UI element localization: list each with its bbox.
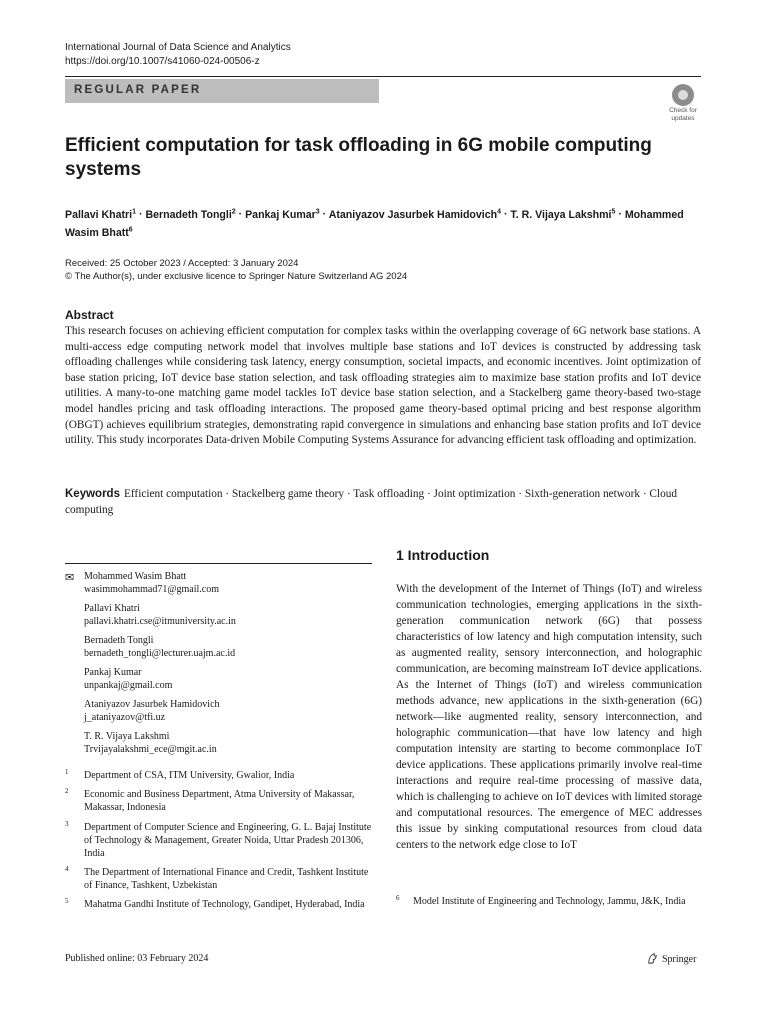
springer-horse-icon <box>646 952 659 965</box>
contact-name: Pankaj Kumar <box>84 667 142 678</box>
contact-entry <box>84 602 236 628</box>
affiliation-number: 2 <box>65 787 69 795</box>
author[interactable]: Ataniyazov Jasurbek Hamidovich$^4$ <box>328 208 501 221</box>
affiliation-number: 1 <box>65 768 69 776</box>
keywords-text: Efficient computation · Stackelberg game theory · Task offloading · Joint optimization · Sixth-generation network · Cloud computing <box>65 488 678 516</box>
author-list: Pallavi Khatri$^1$ · Bernadeth Tongli$^2$ · Pankaj Kumar$^3$ · Ataniyazov Jasurbek Hamidovich$^4$ · T. R. Vijaya Lakshmi$^5$ · Mohammed Wasim Bhatt$^6$ <box>65 208 684 240</box>
contact-email[interactable]: j_ataniyazov@tfi.uz <box>84 712 166 723</box>
author[interactable]: Mohammed Wasim Bhatt$^6$ <box>65 208 684 240</box>
contact-entry <box>84 730 217 756</box>
doi-link[interactable]: https://doi.org/10.1007/s41060-024-00506-z <box>65 56 260 67</box>
journal-name: International Journal of Data Science and Analytics <box>65 42 291 53</box>
keywords-block <box>65 486 705 518</box>
crossmark-label: Check for updates <box>669 107 697 122</box>
published-date: Published online: 03 February 2024 <box>65 953 209 964</box>
contact-name: Bernadeth Tongli <box>84 635 154 646</box>
contact-email[interactable]: unpankaj@gmail.com <box>84 680 173 691</box>
contact-name: Ataniyazov Jasurbek Hamidovich <box>84 699 220 710</box>
contact-email[interactable]: bernadeth_tongli@lecturer.uajm.ac.id <box>84 648 236 659</box>
affiliation-text: Department of CSA, ITM University, Gwalior, India <box>84 770 295 781</box>
affiliation-text: The Department of International Finance and Credit, Tashkent Institute of Finance, Tashkent, Uzbekistan <box>84 867 369 891</box>
header-rule <box>65 76 701 77</box>
abstract-text: This research focuses on achieving efficient computation for complex tasks within the overlapping coverage of 6G network base stations. A multi-access edge computing network model that involves multiple base stations and IoT devices is constructed by addressing task offloading challenges while considering task latency, energy consumption, societal impacts, and economic incentives. Joint optimization of base station pricing, IoT device base station selection, and task offloading strategies aim to maximize base station profits and IoT device utilities. A many-to-one matching game model tackles IoT device base station selection, and a Stackelberg game theory-based two-stage model handles pricing and task offloading interactions. The proposed game theory-based optimal pricing and best response algorithm (OBGT) achieves equilibrium strategies, demonstrating rapid convergence in simulations and enhancing base station profits and IoT device utility. This study incorporates Data-driven Mobile Computing Systems Assurance for advancing efficient task offloading and optimization. <box>65 325 701 447</box>
affiliation-text: Department of Computer Science and Engineering, G. L. Bajaj Institute of Technology & Management, Greater Noida, Uttar Pradesh 201306, India <box>84 822 372 859</box>
author[interactable]: Pankaj Kumar$^3$ <box>245 208 320 221</box>
contact-email[interactable]: wasimmohammad71@gmail.com <box>84 584 220 595</box>
affiliation-text: Mahatma Gandhi Institute of Technology, Gandipet, Hyderabad, India <box>84 899 365 910</box>
affiliation-number: 3 <box>65 820 69 828</box>
keywords-label: Keywords <box>65 488 120 500</box>
author[interactable]: T. R. Vijaya Lakshmi$^5$ <box>510 208 616 221</box>
section-heading: 1 Introduction <box>396 547 490 563</box>
contact-name: Mohammed Wasim Bhatt <box>84 571 187 582</box>
affiliation-number: 5 <box>65 897 69 905</box>
author[interactable]: Pallavi Khatri$^1$ <box>65 208 137 221</box>
crossmark-badge[interactable] <box>664 84 702 124</box>
crossmark-icon <box>672 84 694 106</box>
article-title: Efficient computation for task offloading in 6G mobile computing systems <box>65 135 652 180</box>
contact-email[interactable]: Trvijayalakshmi_ece@mgit.ac.in <box>84 744 217 755</box>
publisher-name: Springer <box>662 954 697 965</box>
envelope-icon: ✉ <box>65 572 75 584</box>
article-type-banner <box>65 79 379 103</box>
contact-entry <box>84 666 172 692</box>
article-type-label: REGULAR PAPER <box>74 84 202 96</box>
contact-name: Pallavi Khatri <box>84 603 140 614</box>
affiliation-text: Model Institute of Engineering and Technology, Jammu, J&K, India <box>413 896 686 907</box>
abstract-heading: Abstract <box>65 308 114 322</box>
received-accepted: Received: 25 October 2023 / Accepted: 3 January 2024 <box>65 258 299 269</box>
introduction-text: With the development of the Internet of Things (IoT) and wireless communication technologies, emerging applications in the sixth-generation communication network (6G) that possess characteristics of low latency and high computation intensity, such as augmented reality, sensory interconnection, and holographic communication, are becoming mainstream IoT device applications. As the Internet of Things (IoT) and wireless communication methods advance, new applications in the sixth-generation (6G) network—like augmented reality, sensory interconnection, and holographic communication—that have low latency and high computation intensity are starting to become commonplace IoT device applications. These applications primarily involve real-time interactions and require real-time processing of massive data, which is challenging to achieve on IoT devices with limited storage and computational resources. The emergence of MEC addresses this issue by sinking computational resources from cloud data centers to the network edge close to IoT <box>396 583 702 851</box>
footnote-rule <box>65 563 372 564</box>
copyright-notice: © The Author(s), under exclusive licence to Springer Nature Switzerland AG 2024 <box>65 271 408 282</box>
affiliation-text: Economic and Business Department, Atma University of Makassar, Makassar, Indonesia <box>84 789 355 813</box>
affiliation-number: 4 <box>65 865 69 873</box>
article-dates <box>65 257 407 283</box>
author[interactable]: Bernadeth Tongli$^2$ <box>145 208 236 221</box>
contact-name: T. R. Vijaya Lakshmi <box>84 731 170 742</box>
contact-entry <box>84 570 219 596</box>
publisher-logo[interactable] <box>646 952 696 965</box>
contact-entry <box>84 698 220 724</box>
affiliation-number: 6 <box>396 894 400 902</box>
contact-entry <box>84 634 235 660</box>
journal-header <box>65 41 291 69</box>
contact-email[interactable]: pallavi.khatri.cse@itmuniversity.ac.in <box>84 616 236 627</box>
